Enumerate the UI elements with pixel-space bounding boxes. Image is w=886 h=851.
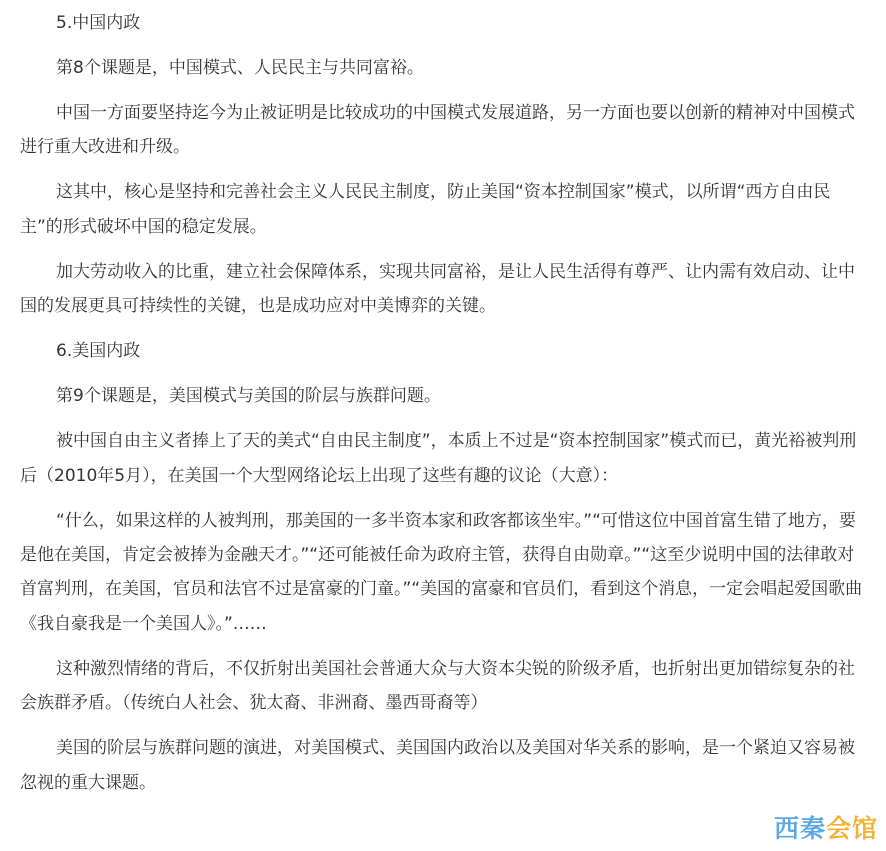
class-conflict-paragraph: 这种激烈情绪的背后，不仅折射出美国社会普通大众与大资本尖锐的阶级矛盾，也折射出更加错综复杂的社会族群矛盾。（传统白人社会、犹太裔、非洲裔、墨西哥裔等） — [20, 658, 855, 714]
watermark-text-part2: 会馆 — [825, 814, 878, 843]
labor-income-paragraph: 加大劳动收入的比重，建立社会保障体系，实现共同富裕，是让人民生活得有尊严、让内需有效启动、让中国的发展更具可持续性的关键，也是成功应对中美博弈的关键。 — [20, 261, 855, 317]
china-model-paragraph: 中国一方面要坚持迄今为止被证明是比较成功的中国模式发展道路，另一方面也要以创新的精神对中国模式进行重大改进和升级。 — [20, 103, 855, 158]
watermark-text-part1: 西秦 — [773, 814, 826, 843]
section-heading-china: 5.中国内政 — [56, 13, 141, 33]
section-heading-us: 6.美国内政 — [56, 341, 141, 362]
conclusion-paragraph: 美国的阶层与族群问题的演进，对美国模式、美国国内政治以及美国对华关系的影响，是一个紧迫又容易被忽视的重大课题。 — [20, 738, 855, 793]
liberal-democracy-paragraph: 被中国自由主义者捧上了天的美式“自由民主制度”，本质上不过是“资本控制国家”模式而已，黄光裕被判刑后（2010年5月），在美国一个大型网络论坛上出现了这些有趣的议论（大意）： — [20, 431, 857, 486]
site-watermark-logo — [774, 811, 878, 845]
forum-quotes-paragraph: “什么，如果这样的人被判刑，那美国的一多半资本家和政客都该坐牢。”“可惜这位中国首富生错了地方，要是他在美国，肯定会被捧为金融天才。”“还可能被任命为政府主管，获得自由勋章。”“这至少说明中国的法律敢对首富判刑，在美国，官员和法官不过是富豪的门童。”“美国的富豪和官员们，看到这个消息，一定会唱起爱国歌曲《我自豪我是一个美国人》。”…… — [20, 510, 863, 634]
core-democracy-paragraph: 这其中，核心是坚持和完善社会主义人民民主制度，防止美国“资本控制国家”模式，以所谓“西方自由民主”的形式破坏中国的稳定发展。 — [20, 182, 831, 237]
topic-9-paragraph: 第9个课题是，美国模式与美国的阶层与族群问题。 — [56, 386, 441, 407]
topic-8-paragraph: 第8个课题是，中国模式、人民民主与共同富裕。 — [56, 58, 424, 78]
article-body — [20, 6, 868, 800]
